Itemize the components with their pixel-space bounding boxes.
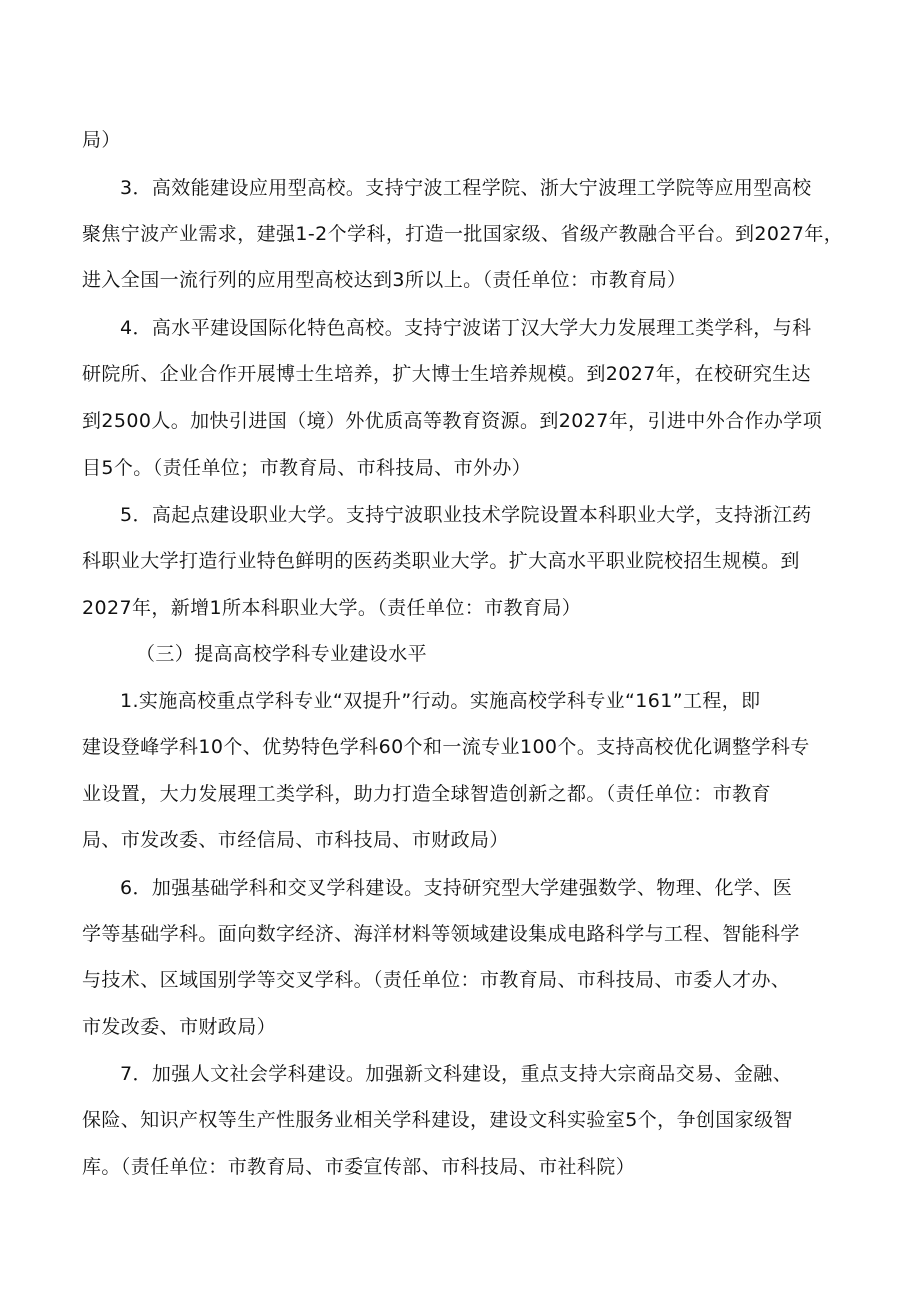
section-heading: （三）提高高校学科专业建设水平	[136, 643, 428, 665]
text-line: 保险、知识产权等生产性服务业相关学科建设，建设文科实验室5个，争创国家级智	[82, 1109, 793, 1131]
text-line: 研院所、企业合作开展博士生培养，扩大博士生培养规模。到2027年，在校研究生达	[82, 363, 811, 385]
text-line: 业设置，大力发展理工类学科，助力打造全球智造创新之都。（责任单位：市教育	[82, 783, 771, 805]
text-line: 3．高效能建设应用型高校。支持宁波工程学院、浙大宁波理工学院等应用型高校	[120, 177, 812, 199]
text-line: 市发改委、市财政局）	[82, 1016, 277, 1038]
text-line: 局、市发改委、市经信局、市科技局、市财政局）	[82, 829, 509, 851]
text-line: 5．高起点建设职业大学。支持宁波职业技术学院设置本科职业大学，支持浙江药	[120, 504, 812, 526]
text-line: 到2500人。加快引进国（境）外优质高等教育资源。到2027年，引进中外合作办学项	[82, 410, 823, 432]
text-line: 6．加强基础学科和交叉学科建设。支持研究型大学建强数学、物理、化学、医	[120, 877, 793, 899]
text-line: 与技术、区域国别学等交叉学科。（责任单位：市教育局、市科技局、市委人才办、	[82, 969, 791, 991]
text-line: 库。（责任单位：市教育局、市委宣传部、市科技局、市社科院）	[82, 1156, 636, 1178]
text-line: 7．加强人文社会学科建设。加强新文科建设，重点支持大宗商品交易、金融、	[120, 1063, 793, 1085]
text-line: 4．高水平建设国际化特色高校。支持宁波诺丁汉大学大力发展理工类学科，与科	[120, 317, 812, 339]
text-line: 学等基础学科。面向数字经济、海洋材料等领域建设集成电路科学与工程、智能科学	[82, 923, 800, 945]
text-line: 科职业大学打造行业特色鲜明的医药类职业大学。扩大高水平职业院校招生规模。到	[82, 550, 800, 572]
text-line: 2027年，新增1所本科职业大学。（责任单位：市教育局）	[82, 597, 582, 619]
text-line: 建设登峰学科10个、优势特色学科60个和一流专业100个。支持高校优化调整学科专	[82, 736, 810, 758]
text-line: 目5个。（责任单位；市教育局、市科技局、市外办）	[82, 457, 532, 479]
text-line: 聚焦宁波产业需求，建强1-2个学科，打造一批国家级、省级产教融合平台。到2027年，	[82, 223, 844, 245]
text-line: 进入全国一流行列的应用型高校达到3所以上。（责任单位：市教育局）	[82, 269, 687, 291]
text-line: 局）	[82, 129, 121, 151]
text-line: 1.实施高校重点学科专业“双提升”行动。实施高校学科专业“161”工程，即	[120, 690, 761, 712]
